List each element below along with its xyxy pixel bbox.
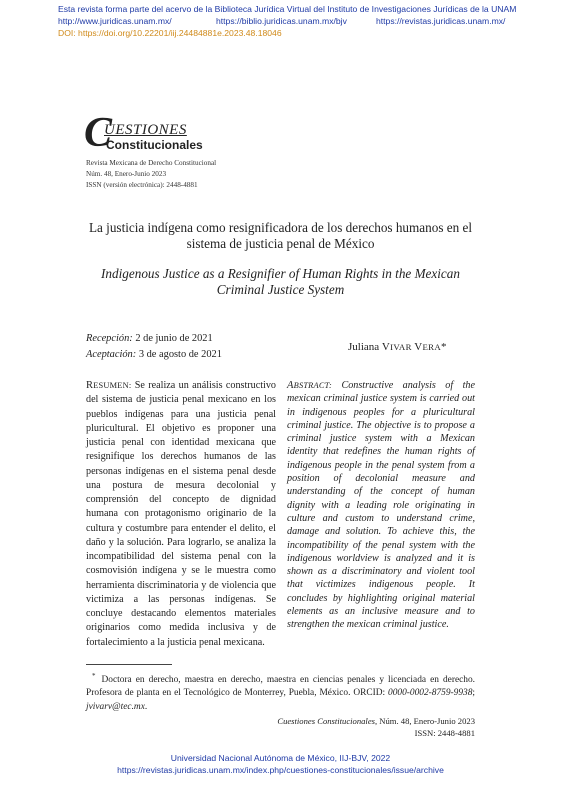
- page-footer-issn: ISSN: 2448-4881: [414, 728, 475, 738]
- author-given: Juliana: [348, 341, 380, 353]
- reception-date: [86, 333, 213, 344]
- abstract-label: ABSTRACT:: [287, 380, 332, 391]
- author-surname: VIVAR VERA: [381, 341, 441, 353]
- resumen-text: Se realiza un análisis constructivo del sistema de justicia penal mexicano en los pueblos indígenas para una justicia penal pluricultural. El objetivo es proponer una justicia penal con identidad mexicana que resignifique los derechos humanos de las personas indígenas en el sistema penal desde una postura de mesura decolonial y comprensión del concepto de dignidad humana con protagonismo originario de la cultura y costumbre para entender el delito, el daño y la solución. Para lograrlo, se analiza la incompatibilidad del sistema penal con la cosmovisión indígena y se le muestra como herramienta discriminatoria y de violencia que victimiza a las personas indígenas. Se concluye destacando elementos materiales originarios como medida inclusiva y de fortalecimiento a la justicia penal mexicana.: [86, 380, 276, 648]
- acceptance-value: 3 de agosto de 2021: [138, 349, 222, 360]
- footnote-end: .: [144, 701, 148, 712]
- footnote-sep: ;: [472, 688, 475, 699]
- footer-issue: , Núm. 48, Enero-Junio 2023: [374, 716, 475, 726]
- bottom-institution: Universidad Nacional Autónoma de México, IIJ-BJV, 2022: [170, 753, 391, 763]
- link-juridicas[interactable]: http://www.juridicas.unam.mx/: [58, 16, 172, 26]
- journal-name: Revista Mexicana de Derecho Constitucional: [86, 159, 217, 167]
- title-spanish: La justicia indígena como resignificadora de los derechos humanos en el sistema de justicia penal de México: [88, 220, 473, 251]
- author-footnote-mark: *: [441, 341, 447, 353]
- logo-initial: C: [84, 110, 113, 156]
- link-revistas[interactable]: https://revistas.juridicas.unam.mx/: [376, 16, 506, 26]
- journal-issue: Núm. 48, Enero-Junio 2023: [86, 170, 167, 178]
- journal-issn: ISSN (versión electrónica): 2448-4881: [86, 181, 198, 189]
- resumen: [86, 379, 276, 650]
- link-biblio[interactable]: https://biblio.juridicas.unam.mx/bjv: [216, 16, 347, 26]
- footnote: [86, 670, 475, 714]
- logo-word-cuestiones: UESTIONES: [104, 122, 187, 138]
- acceptance-date: [86, 349, 222, 360]
- footer-journal-name: Cuestiones Constitucionales: [277, 716, 375, 726]
- abstract-text: Constructive analysis of the mexican criminal justice system is carried out in indigenous peoples for a pluricultural criminal justice. The objective is to propose a criminal justice system with a Mexican identity that redefines the human rights of indigenous people in the penal system from a position of decolonial measure and understanding of the concept of human dignity with a leading role originating in culture and custom to understand crime, damage and solution. To achieve this, the incompatibility of the penal system with the indigenous worldview is analyzed and it is shown as a discriminatory and violent tool that victimizes indigenous people. It concludes by highlighting original material elements as an inclusive measure and to strengthen the mexican criminal justice.: [287, 380, 475, 631]
- author-email[interactable]: jvivarv@tec.mx: [86, 701, 145, 712]
- doi-link[interactable]: DOI: https://doi.org/10.22201/iij.24484881e.2023.48.18046: [58, 28, 282, 38]
- page-footer-journal: [277, 716, 475, 726]
- acceptance-label: Aceptación:: [86, 349, 137, 360]
- abstract: [287, 379, 475, 632]
- journal-logo: [84, 110, 244, 156]
- orcid-id[interactable]: 0000-0002-8759-9938: [388, 688, 473, 699]
- header-notice: Esta revista forma parte del acervo de la Biblioteca Jurídica Virtual del Instituto de Investigaciones Jurídicas de la UNAM: [58, 4, 517, 14]
- reception-value: 2 de junio de 2021: [135, 333, 213, 344]
- reception-label: Recepción:: [86, 333, 133, 344]
- author-name: [348, 341, 447, 353]
- resumen-label: RESUMEN:: [86, 380, 132, 391]
- footnote-text: Doctora en derecho, maestra en derecho, maestra en ciencias penales y licenciada en derecho. Profesora de planta en el Tecnológico de Monterrey, Puebla, México. ORCID:: [86, 675, 475, 699]
- bottom-archive-link[interactable]: https://revistas.juridicas.unam.mx/index.php/cuestiones-constitucionales/issue/archive: [117, 765, 444, 775]
- logo-word-constitucionales: Constitucionales: [106, 138, 203, 152]
- title-english: Indigenous Justice as a Resignifier of Human Rights in the Mexican Criminal Justice System: [101, 266, 460, 297]
- footnote-divider: [86, 664, 172, 665]
- footnote-mark: *: [92, 672, 96, 680]
